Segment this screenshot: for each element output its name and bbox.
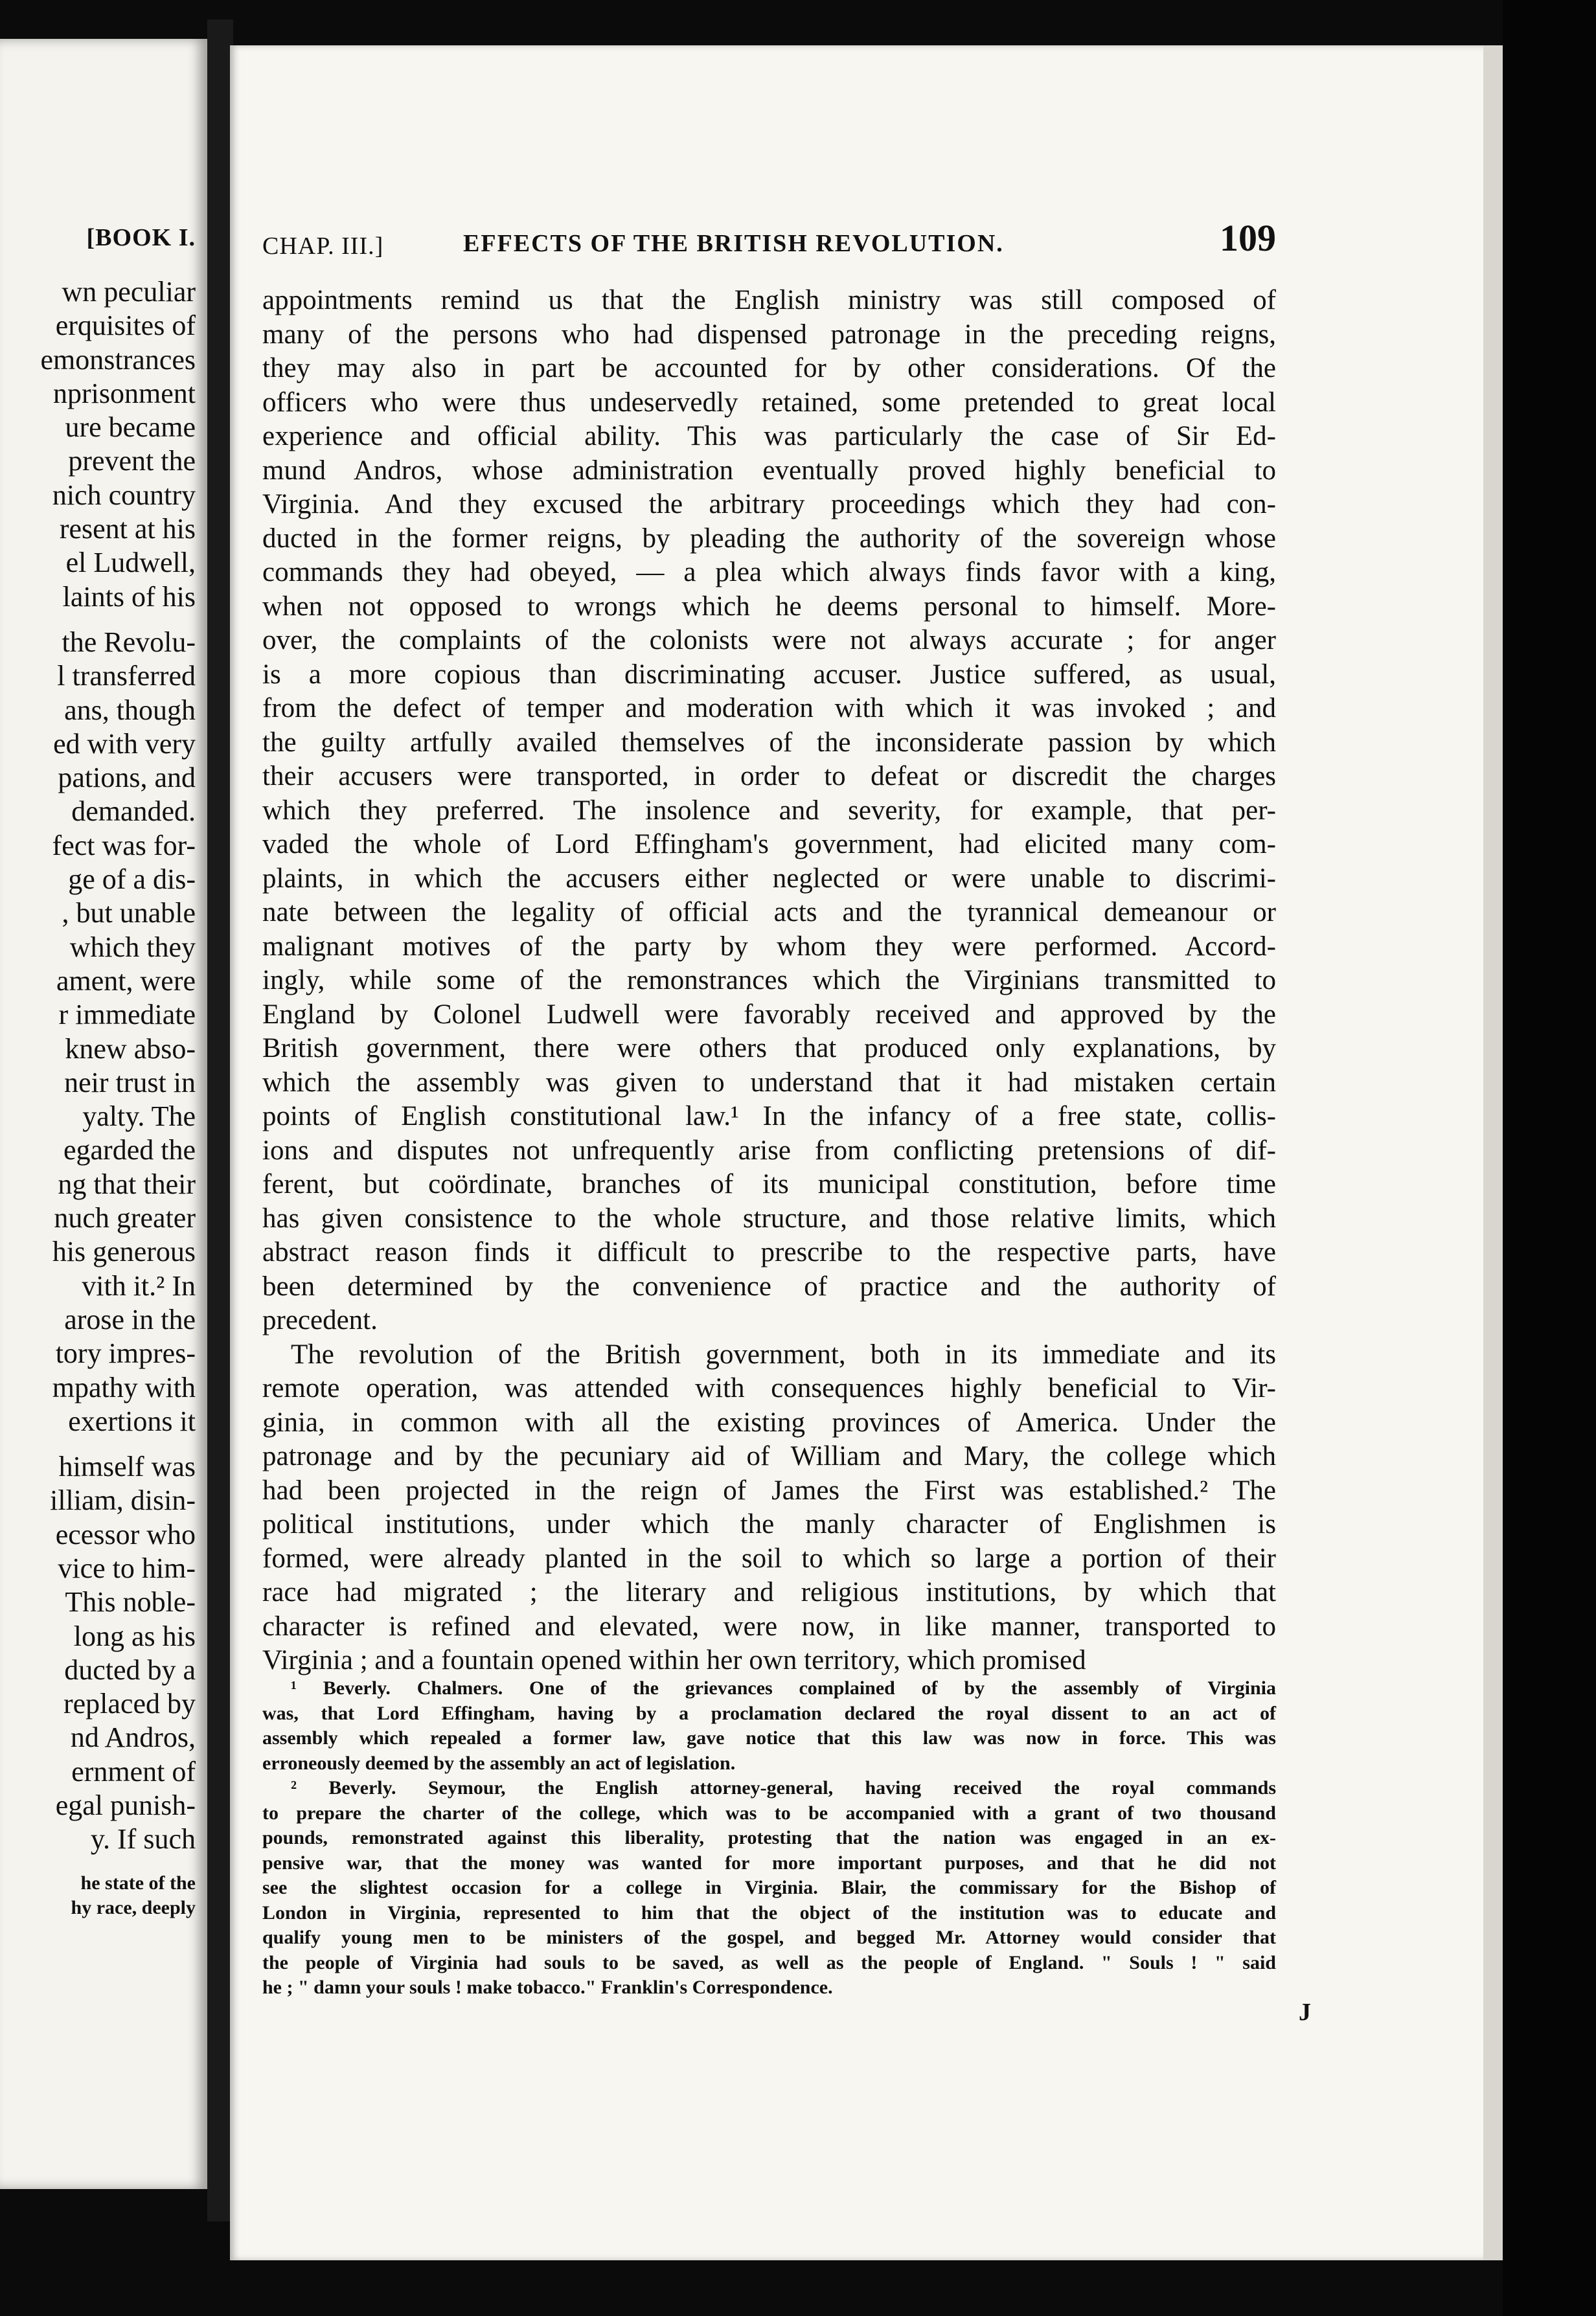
body-text bbox=[262, 284, 1276, 1678]
body-line: been determined by the convenience of practice and the authority of bbox=[262, 1271, 1276, 1302]
left-page-line: mpathy with bbox=[52, 1371, 196, 1403]
body-line: malignant motives of the party by whom they were performed. Accord- bbox=[262, 931, 1276, 962]
left-page-line: nd Andros, bbox=[70, 1721, 196, 1754]
body-line: ferent, but coördinate, branches of its municipal constitution, before time bbox=[262, 1169, 1276, 1199]
footnote-line: pounds, remonstrated against this liberality, protesting that the nation was engaged in an ex- bbox=[262, 1827, 1276, 1848]
body-line: commands they had obeyed, — a plea which always finds favor with a king, bbox=[262, 557, 1276, 587]
running-title: EFFECTS OF THE BRITISH REVOLUTION. bbox=[463, 230, 1004, 257]
left-page-line: y. If such bbox=[90, 1823, 196, 1856]
footnote-line: see the slightest occasion for a college in Virginia. Blair, the commissary for the Bishop of bbox=[262, 1877, 1276, 1898]
left-page-line: erquisites of bbox=[55, 310, 196, 342]
left-page-line: nprisonment bbox=[53, 377, 196, 409]
body-line: ingly, while some of the remonstrances which the Virginians transmitted to bbox=[262, 965, 1276, 995]
footnote-line: qualify young men to be ministers of the gospel, and begged Mr. Attorney would consider that bbox=[262, 1927, 1276, 1948]
left-page-line: pations, and bbox=[58, 762, 196, 794]
left-page-line: egarded the bbox=[63, 1134, 196, 1166]
body-line: ions and disputes not unfrequently arise from conflicting pretensions of dif- bbox=[262, 1135, 1276, 1166]
left-page-line: wn peculiar bbox=[62, 276, 196, 308]
left-page-line: knew abso- bbox=[65, 1032, 196, 1065]
left-page-line: yalty. The bbox=[82, 1100, 196, 1133]
left-page-line: egal punish- bbox=[55, 1789, 196, 1822]
left-page-line: illiam, disin- bbox=[50, 1484, 196, 1517]
left-page-line: tory impres- bbox=[55, 1337, 196, 1370]
page-edge bbox=[1483, 45, 1503, 2260]
left-page-header: [BOOK I. bbox=[86, 224, 196, 251]
left-page-line: ure became bbox=[65, 411, 196, 444]
footnote-line: was, that Lord Effingham, having by a proclamation declared the royal dissent to an act of bbox=[262, 1702, 1276, 1724]
page-number: 109 bbox=[1220, 217, 1276, 259]
left-page-line: neir trust in bbox=[64, 1066, 196, 1098]
left-page-line: ng that their bbox=[58, 1168, 196, 1200]
footnote-line: he ; " damn your souls ! make tobacco." Franklin's Correspondence. bbox=[262, 1977, 833, 1998]
footnote-line: ¹ Beverly. Chalmers. One of the grievances complained of by the assembly of Virginia bbox=[291, 1677, 1276, 1699]
left-page-line: nuch greater bbox=[54, 1202, 196, 1234]
left-page-line: vice to him- bbox=[58, 1552, 196, 1584]
left-page-line: prevent the bbox=[68, 445, 196, 477]
body-line: plaints, in which the accusers either neglected or were unable to discrimi- bbox=[262, 863, 1276, 894]
body-line: from the defect of temper and moderation with which it was invoked ; and bbox=[262, 693, 1276, 723]
left-page-footnote-line: hy race, deeply bbox=[71, 1896, 196, 1918]
left-page-footnotes bbox=[0, 1871, 196, 1920]
left-page-line: vith it.² In bbox=[82, 1269, 196, 1302]
left-facing-page bbox=[0, 39, 207, 2189]
left-page-line: r immediate bbox=[58, 999, 196, 1031]
body-line: race had migrated ; the literary and religious institutions, by which that bbox=[262, 1577, 1276, 1607]
body-line: ginia, in common with all the existing provinces of America. Under the bbox=[262, 1407, 1276, 1438]
body-line: is a more copious than discriminating accuser. Justice suffered, as usual, bbox=[262, 659, 1276, 690]
footnote-line: London in Virginia, represented to him that the object of the institution was to educate and bbox=[262, 1902, 1276, 1924]
body-line: patronage and by the pecuniary aid of William and Mary, the college which bbox=[262, 1441, 1276, 1471]
left-page-line: emonstrances bbox=[40, 343, 196, 376]
body-line: which they preferred. The insolence and severity, for example, that per- bbox=[262, 795, 1276, 826]
body-line: when not opposed to wrongs which he deems personal to himself. More- bbox=[262, 591, 1276, 622]
left-page-line: his generous bbox=[52, 1236, 196, 1268]
left-page-line: , but unable bbox=[62, 897, 196, 929]
body-line: had been projected in the reign of James the First was established.² The bbox=[262, 1475, 1276, 1506]
left-page-line: nich country bbox=[52, 479, 196, 511]
left-page-line: exertions it bbox=[68, 1405, 196, 1437]
body-line: they may also in part be accounted for by other considerations. Of the bbox=[262, 353, 1276, 383]
left-page-line: himself was bbox=[58, 1451, 196, 1483]
body-line: which the assembly was given to understand that it had mistaken certain bbox=[262, 1067, 1276, 1098]
body-line: political institutions, under which the manly character of Englishmen is bbox=[262, 1509, 1276, 1539]
left-page-line: l transferred bbox=[57, 660, 196, 692]
footnote-line: to prepare the charter of the college, which was to be accompanied with a grant of two thousand bbox=[262, 1802, 1276, 1824]
left-page-line: el Ludwell, bbox=[65, 547, 196, 579]
right-background bbox=[1503, 0, 1596, 2316]
left-page-line: ducted by a bbox=[64, 1653, 196, 1686]
left-page-lines bbox=[0, 275, 196, 1857]
footnote-line: pensive war, that the money was wanted for more important purposes, and that he did not bbox=[262, 1852, 1276, 1874]
chapter-label: CHAP. III.] bbox=[262, 233, 384, 260]
footnote-line: the people of Virginia had souls to be saved, as well as the people of England. " Souls ! " said bbox=[262, 1951, 1276, 1973]
left-page-line: This noble- bbox=[65, 1586, 196, 1618]
left-page-line: arose in the bbox=[64, 1303, 196, 1335]
left-page-line: ament, were bbox=[56, 964, 196, 997]
left-page-line: long as his bbox=[73, 1620, 196, 1652]
left-page-line: fect was for- bbox=[52, 829, 196, 861]
body-line: precedent. bbox=[262, 1305, 378, 1335]
body-line: ducted in the former reigns, by pleading the authority of the sovereign whose bbox=[262, 523, 1276, 554]
left-page-line: ernment of bbox=[71, 1755, 196, 1788]
body-line: British government, there were others that produced only explanations, by bbox=[262, 1033, 1276, 1063]
body-line: over, the complaints of the colonists were not always accurate ; for anger bbox=[262, 625, 1276, 655]
body-line: has given consistence to the whole structure, and those relative limits, which bbox=[262, 1203, 1276, 1234]
body-line: officers who were thus undeservedly retained, some pretended to great local bbox=[262, 387, 1276, 418]
footnotes bbox=[262, 1676, 1276, 2001]
left-page-line: ans, though bbox=[64, 694, 196, 726]
body-line: remote operation, was attended with consequences highly beneficial to Vir- bbox=[262, 1373, 1276, 1403]
left-page-line: demanded. bbox=[71, 795, 196, 828]
body-line: experience and official ability. This was particularly the case of Sir Ed- bbox=[262, 421, 1276, 451]
left-page-line: resent at his bbox=[59, 513, 196, 545]
body-line: The revolution of the British government, both in its immediate and its bbox=[291, 1339, 1276, 1370]
body-line: England by Colonel Ludwell were favorably received and approved by the bbox=[262, 999, 1276, 1030]
left-page-text bbox=[0, 223, 196, 1920]
left-page-line: replaced by bbox=[63, 1688, 196, 1720]
footnote-line: ² Beverly. Seymour, the English attorney-general, having received the royal commands bbox=[291, 1777, 1276, 1799]
body-line: appointments remind us that the English ministry was still composed of bbox=[262, 285, 1276, 315]
left-page-line: which they bbox=[69, 931, 196, 963]
body-line: mund Andros, whose administration eventually proved highly beneficial to bbox=[262, 455, 1276, 486]
body-line: abstract reason finds it difficult to prescribe to the respective parts, have bbox=[262, 1237, 1276, 1267]
body-line: character is refined and elevated, were now, in like manner, transported to bbox=[262, 1611, 1276, 1642]
signature-mark: J bbox=[1299, 1999, 1311, 2026]
footnote-line: erroneously deemed by the assembly an act of legislation. bbox=[262, 1752, 736, 1774]
left-page-footnote-line: he state of the bbox=[80, 1872, 196, 1894]
left-page-line: ge of a dis- bbox=[68, 863, 196, 896]
footnote-line: assembly which repealed a former law, gave notice that this law was now in force. This was bbox=[262, 1727, 1276, 1749]
body-line: Virginia. And they excused the arbitrary proceedings which they had con- bbox=[262, 489, 1276, 519]
body-line: vaded the whole of Lord Effingham's government, had elicited many com- bbox=[262, 829, 1276, 859]
body-line: points of English constitutional law.¹ In the infancy of a free state, collis- bbox=[262, 1101, 1276, 1131]
left-page-line: laints of his bbox=[62, 580, 196, 613]
body-line: formed, were already planted in the soil to which so large a portion of their bbox=[262, 1543, 1276, 1574]
body-line: the guilty artfully availed themselves of the inconsiderate passion by which bbox=[262, 727, 1276, 758]
body-line: many of the persons who had dispensed patronage in the preceding reigns, bbox=[262, 319, 1276, 350]
left-page-line: the Revolu- bbox=[62, 626, 196, 658]
left-page-line: ed with very bbox=[53, 727, 196, 760]
left-page-line: ecessor who bbox=[55, 1518, 196, 1550]
body-line: Virginia ; and a fountain opened within her own territory, which promised bbox=[262, 1645, 1086, 1675]
body-line: their accusers were transported, in order to defeat or discredit the charges bbox=[262, 761, 1276, 791]
book-gutter bbox=[207, 19, 233, 2221]
body-line: nate between the legality of official acts and the tyrannical demeanour or bbox=[262, 897, 1276, 927]
running-header bbox=[262, 217, 1276, 266]
